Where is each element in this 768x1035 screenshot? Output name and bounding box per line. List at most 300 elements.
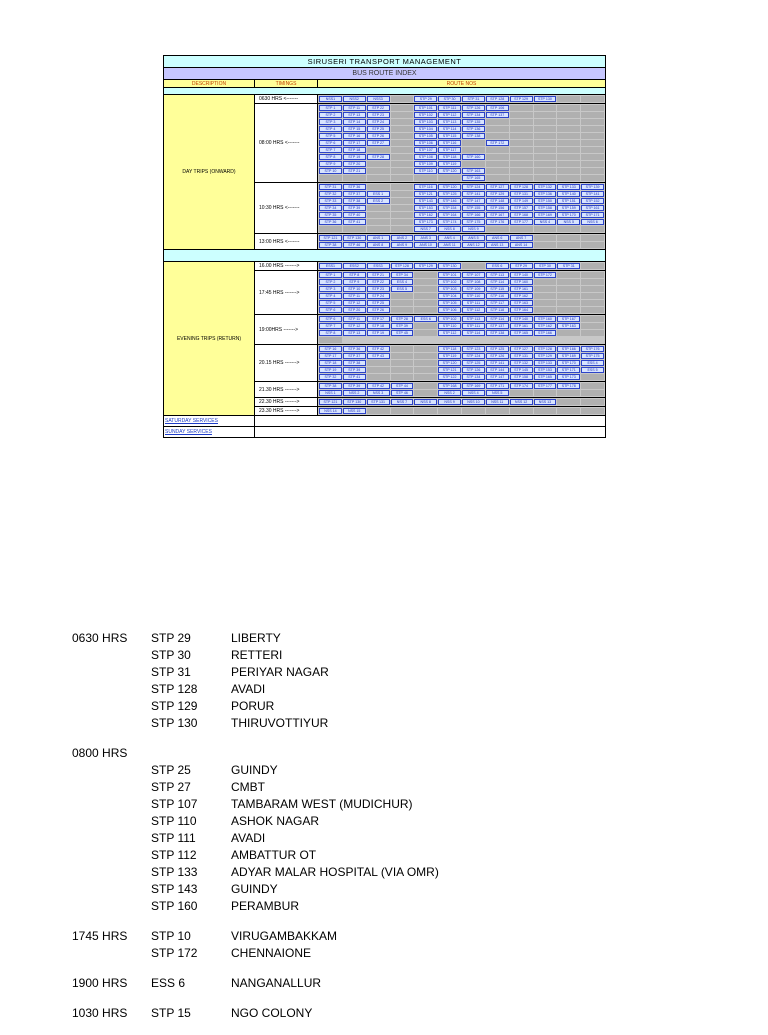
- route-link[interactable]: STP 175: [581, 353, 604, 359]
- route-link[interactable]: STP 41: [343, 219, 366, 225]
- route-link[interactable]: STP 165: [510, 330, 533, 336]
- route-link[interactable]: STP 104: [438, 293, 461, 299]
- route-link[interactable]: STP 178: [557, 383, 580, 389]
- route-link[interactable]: STP 161: [581, 205, 604, 211]
- route-link[interactable]: STP 2: [319, 112, 342, 118]
- route-link[interactable]: STP 156: [486, 205, 509, 211]
- route-link[interactable]: ESS 1: [367, 191, 390, 197]
- route-link[interactable]: STP 25: [367, 300, 390, 306]
- route-link[interactable]: STP 123: [462, 346, 485, 352]
- route-link[interactable]: NSS 12: [510, 399, 533, 405]
- route-link[interactable]: STP 108: [462, 279, 485, 285]
- route-link[interactable]: STP 107: [462, 272, 485, 278]
- route-link[interactable]: STP 143: [414, 198, 437, 204]
- route-link[interactable]: STP 31: [557, 263, 580, 269]
- route-link[interactable]: STP 114: [486, 316, 509, 322]
- route-link[interactable]: NSS 8: [414, 399, 437, 405]
- route-link[interactable]: ANS 13: [486, 242, 509, 248]
- route-link[interactable]: STP 20: [343, 307, 366, 313]
- route-link[interactable]: STP 20: [343, 161, 366, 167]
- route-link[interactable]: STP 110: [462, 293, 485, 299]
- route-link[interactable]: STP 153: [534, 367, 557, 373]
- route-link[interactable]: STP 138: [486, 330, 509, 336]
- route-link[interactable]: STP 116: [486, 293, 509, 299]
- route-link[interactable]: STP 132: [510, 360, 533, 366]
- route-link[interactable]: STP 147: [486, 374, 509, 380]
- route-link[interactable]: NSS 2: [343, 390, 366, 396]
- route-link[interactable]: NSS 13: [534, 399, 557, 405]
- route-link[interactable]: STP 149: [510, 198, 533, 204]
- route-link[interactable]: STP 4: [319, 293, 342, 299]
- route-link[interactable]: STP 8: [319, 330, 342, 336]
- route-link[interactable]: STP 160: [462, 154, 485, 160]
- route-link[interactable]: STP 118: [438, 346, 461, 352]
- route-link[interactable]: STP 154: [438, 205, 461, 211]
- route-link[interactable]: NSS2: [343, 96, 366, 102]
- route-link[interactable]: STP 113: [486, 272, 509, 278]
- route-link[interactable]: STP 10: [319, 168, 342, 174]
- route-link[interactable]: STP 141: [486, 360, 509, 366]
- route-link[interactable]: STP 125: [462, 360, 485, 366]
- route-link[interactable]: STP 2: [319, 279, 342, 285]
- route-link[interactable]: STP 124: [462, 353, 485, 359]
- route-link[interactable]: STP 171: [581, 212, 604, 218]
- route-link[interactable]: ANS 14: [510, 242, 533, 248]
- route-link[interactable]: STP 176: [486, 219, 509, 225]
- route-link[interactable]: STP 126: [462, 105, 485, 111]
- route-link[interactable]: NSS 4: [534, 219, 557, 225]
- route-link[interactable]: STP 37: [343, 353, 366, 359]
- route-link[interactable]: ANS 9: [391, 242, 414, 248]
- route-link[interactable]: STP 130: [343, 399, 366, 405]
- route-link[interactable]: ESS 5: [391, 286, 414, 292]
- route-link[interactable]: STP 9: [319, 161, 342, 167]
- route-link[interactable]: STP 36: [319, 219, 342, 225]
- route-link[interactable]: STP 34: [391, 272, 414, 278]
- route-link[interactable]: STP 159: [557, 205, 580, 211]
- route-link[interactable]: ANS 6: [486, 235, 509, 241]
- route-link[interactable]: STP 130: [438, 263, 461, 269]
- route-link[interactable]: STP 119: [438, 353, 461, 359]
- route-link[interactable]: STP 151: [557, 198, 580, 204]
- route-link[interactable]: STP 33: [319, 198, 342, 204]
- route-link[interactable]: STP 114: [462, 330, 485, 336]
- route-link[interactable]: STP 111: [462, 323, 485, 329]
- route-link[interactable]: STP 163: [510, 300, 533, 306]
- route-link[interactable]: STP 140: [510, 316, 533, 322]
- route-link[interactable]: STP 133: [534, 360, 557, 366]
- route-link[interactable]: STP 147: [462, 198, 485, 204]
- route-link[interactable]: STP 129: [510, 96, 533, 102]
- route-link[interactable]: STP 126: [486, 353, 509, 359]
- route-link[interactable]: STP 16: [319, 346, 342, 352]
- route-link[interactable]: STP 110: [438, 323, 461, 329]
- route-link[interactable]: STP 170: [557, 212, 580, 218]
- route-link[interactable]: STP 132: [534, 184, 557, 190]
- route-link[interactable]: STP 161: [510, 286, 533, 292]
- route-link[interactable]: STP 121: [319, 399, 342, 405]
- route-link[interactable]: STP 1: [319, 272, 342, 278]
- route-link[interactable]: STP 173: [557, 374, 580, 380]
- route-link[interactable]: STP 26: [367, 133, 390, 139]
- route-link[interactable]: STP 42: [367, 383, 390, 389]
- route-link[interactable]: STP 15: [343, 126, 366, 132]
- route-link[interactable]: STP 167: [486, 212, 509, 218]
- route-link[interactable]: STP 17: [319, 353, 342, 359]
- route-link[interactable]: STP 16: [343, 133, 366, 139]
- route-link[interactable]: STP 171: [557, 367, 580, 373]
- route-link[interactable]: STP 127: [486, 184, 509, 190]
- route-link[interactable]: STP 6: [319, 307, 342, 313]
- route-link[interactable]: STP 120: [438, 168, 461, 174]
- route-link[interactable]: STP 7: [319, 323, 342, 329]
- route-link[interactable]: STP 155: [462, 205, 485, 211]
- route-link[interactable]: STP 119: [438, 161, 461, 167]
- route-link[interactable]: STP 169: [534, 212, 557, 218]
- route-link[interactable]: STP 129: [534, 353, 557, 359]
- route-link[interactable]: STP 158: [510, 374, 533, 380]
- route-link[interactable]: STP 164: [510, 307, 533, 313]
- route-link[interactable]: STP 26: [367, 307, 390, 313]
- route-link[interactable]: STP 107: [414, 147, 437, 153]
- route-link[interactable]: STP 177: [534, 383, 557, 389]
- route-link[interactable]: STP 169: [462, 383, 485, 389]
- route-link[interactable]: STP 12: [343, 300, 366, 306]
- route-link[interactable]: NSS 10: [462, 399, 485, 405]
- route-link[interactable]: NSS1: [319, 96, 342, 102]
- route-link[interactable]: ESS1: [319, 263, 342, 269]
- route-link[interactable]: STP 36: [343, 184, 366, 190]
- route-link[interactable]: STP 13: [343, 112, 366, 118]
- route-link[interactable]: STP 45: [391, 330, 414, 336]
- route-link[interactable]: STP 172: [534, 272, 557, 278]
- route-link[interactable]: STP 129: [486, 191, 509, 197]
- route-link[interactable]: NSS 3: [367, 390, 390, 396]
- route-link[interactable]: ESS 6: [486, 263, 509, 269]
- route-link[interactable]: STP 131: [510, 353, 533, 359]
- route-link[interactable]: ESS2: [343, 263, 366, 269]
- route-link[interactable]: STP 140: [557, 191, 580, 197]
- route-link[interactable]: NSS 11: [486, 399, 509, 405]
- route-link[interactable]: STP 106: [438, 307, 461, 313]
- route-link[interactable]: STP 25: [367, 126, 390, 132]
- route-link[interactable]: STP 166: [534, 330, 557, 336]
- route-link[interactable]: STP 141: [462, 191, 485, 197]
- route-link[interactable]: STP 137: [486, 323, 509, 329]
- route-link[interactable]: STP 105: [438, 300, 461, 306]
- route-link[interactable]: STP 18: [343, 147, 366, 153]
- route-link[interactable]: STP 131: [510, 191, 533, 197]
- route-link[interactable]: STP 153: [414, 205, 437, 211]
- route-link[interactable]: STP 4: [319, 126, 342, 132]
- route-link[interactable]: ANS 11: [438, 242, 461, 248]
- route-link[interactable]: STP 141: [581, 191, 604, 197]
- route-link[interactable]: ANS 7: [510, 235, 533, 241]
- route-link[interactable]: STP 22: [367, 105, 390, 111]
- route-link[interactable]: STP 166: [462, 212, 485, 218]
- route-link[interactable]: STP 157: [510, 205, 533, 211]
- route-link[interactable]: ESS 4: [391, 279, 414, 285]
- route-link[interactable]: STP 111: [438, 105, 461, 111]
- route-link[interactable]: STP 137: [486, 112, 509, 118]
- route-link[interactable]: STP 32: [319, 191, 342, 197]
- route-link[interactable]: STP 11: [343, 293, 366, 299]
- route-link[interactable]: STP 144: [486, 367, 509, 373]
- route-link[interactable]: ESS 6: [414, 316, 437, 322]
- route-link[interactable]: STP 113: [462, 316, 485, 322]
- route-link[interactable]: STP 46: [391, 390, 414, 396]
- route-link[interactable]: STP 117: [486, 300, 509, 306]
- route-link[interactable]: STP 23: [367, 112, 390, 118]
- route-link[interactable]: STP 166: [557, 346, 580, 352]
- route-link[interactable]: NSS 4: [462, 390, 485, 396]
- route-link[interactable]: STP 18: [367, 323, 390, 329]
- route-link[interactable]: STP 173: [414, 219, 437, 225]
- route-link[interactable]: STP 165: [534, 374, 557, 380]
- route-link[interactable]: STP 37: [343, 191, 366, 197]
- saturday-services-link[interactable]: SATURDAY SERVICES: [164, 416, 255, 427]
- route-link[interactable]: ESS 4: [581, 360, 604, 366]
- route-link[interactable]: STP 43: [367, 353, 390, 359]
- route-link[interactable]: NSS3: [367, 96, 390, 102]
- route-link[interactable]: STP 122: [438, 374, 461, 380]
- route-link[interactable]: STP 29: [414, 96, 437, 102]
- route-link[interactable]: STP 162: [414, 212, 437, 218]
- route-link[interactable]: STP 125: [438, 191, 461, 197]
- route-link[interactable]: STP 136: [534, 191, 557, 197]
- route-link[interactable]: STP 168: [438, 383, 461, 389]
- route-link[interactable]: STP 102: [414, 112, 437, 118]
- route-link[interactable]: STP 112: [438, 112, 461, 118]
- route-link[interactable]: STP 38: [319, 242, 342, 248]
- route-link[interactable]: ANS 10: [414, 242, 437, 248]
- route-link[interactable]: STP 23: [367, 286, 390, 292]
- route-link[interactable]: STP 134: [462, 112, 485, 118]
- route-link[interactable]: NSS 1: [319, 390, 342, 396]
- route-link[interactable]: STP 39: [343, 367, 366, 373]
- route-link[interactable]: STP 5: [319, 133, 342, 139]
- route-link[interactable]: STP 6: [319, 140, 342, 146]
- route-link[interactable]: STP 129: [414, 263, 437, 269]
- sunday-services-link[interactable]: SUNDAY SERVICES: [164, 427, 255, 438]
- route-link[interactable]: STP 32: [319, 374, 342, 380]
- route-link[interactable]: STP 18: [319, 360, 342, 366]
- route-link[interactable]: STP 127: [510, 346, 533, 352]
- route-link[interactable]: STP 117: [438, 147, 461, 153]
- route-link[interactable]: STP 136: [462, 126, 485, 132]
- route-link[interactable]: STP 35: [319, 212, 342, 218]
- route-link[interactable]: STP 44: [391, 383, 414, 389]
- route-link[interactable]: STP 41: [343, 374, 366, 380]
- route-link[interactable]: STP 110: [414, 168, 437, 174]
- route-link[interactable]: STP 160: [534, 316, 557, 322]
- route-link[interactable]: STP 140: [510, 272, 533, 278]
- route-link[interactable]: STP 162: [510, 293, 533, 299]
- route-link[interactable]: STP 111: [462, 300, 485, 306]
- route-link[interactable]: STP 121: [414, 191, 437, 197]
- route-link[interactable]: STP 40: [343, 212, 366, 218]
- route-link[interactable]: STP 115: [438, 133, 461, 139]
- route-link[interactable]: STP 145: [510, 367, 533, 373]
- route-link[interactable]: STP 121: [319, 235, 342, 241]
- route-link[interactable]: STP 19: [319, 367, 342, 373]
- route-link[interactable]: STP 104: [414, 126, 437, 132]
- route-link[interactable]: STP 101: [438, 272, 461, 278]
- route-link[interactable]: STP 11: [343, 105, 366, 111]
- route-link[interactable]: STP 109: [462, 286, 485, 292]
- route-link[interactable]: STP 162: [534, 323, 557, 329]
- route-link[interactable]: STP 128: [534, 346, 557, 352]
- route-link[interactable]: STP 39: [343, 205, 366, 211]
- route-link[interactable]: STP 113: [438, 119, 461, 125]
- route-link[interactable]: NSS 7: [391, 399, 414, 405]
- route-link[interactable]: STP 152: [581, 198, 604, 204]
- route-link[interactable]: STP 39: [343, 383, 366, 389]
- route-link[interactable]: STP 139: [581, 184, 604, 190]
- route-link[interactable]: STP 172: [486, 140, 509, 146]
- route-link[interactable]: STP 130: [534, 96, 557, 102]
- route-link[interactable]: STP 3: [319, 119, 342, 125]
- route-link[interactable]: STP 118: [486, 307, 509, 313]
- route-link[interactable]: STP 120: [438, 184, 461, 190]
- route-link[interactable]: STP 175: [462, 219, 485, 225]
- route-link[interactable]: STP 128: [391, 263, 414, 269]
- route-link[interactable]: ESS 5: [581, 367, 604, 373]
- route-link[interactable]: STP 3: [319, 286, 342, 292]
- route-link[interactable]: STP 39: [391, 323, 414, 329]
- route-link[interactable]: STP 116: [438, 140, 461, 146]
- route-link[interactable]: STP 130: [343, 235, 366, 241]
- route-link[interactable]: STP 27: [367, 140, 390, 146]
- route-link[interactable]: STP 165: [462, 175, 485, 181]
- route-link[interactable]: STP 38: [343, 360, 366, 366]
- route-link[interactable]: STP 19: [343, 154, 366, 160]
- route-link[interactable]: STP 133: [557, 184, 580, 190]
- route-link[interactable]: STP 34: [319, 205, 342, 211]
- route-link[interactable]: STP 108: [414, 154, 437, 160]
- route-link[interactable]: STP 124: [462, 184, 485, 190]
- route-link[interactable]: STP 163: [557, 323, 580, 329]
- route-link[interactable]: STP 102: [438, 316, 461, 322]
- route-link[interactable]: STP 103: [414, 119, 437, 125]
- route-link[interactable]: STP 118: [438, 154, 461, 160]
- route-link[interactable]: STP 17: [367, 316, 390, 322]
- route-link[interactable]: STP 29: [510, 263, 533, 269]
- route-link[interactable]: STP 112: [462, 307, 485, 313]
- route-link[interactable]: STP 31: [462, 96, 485, 102]
- route-link[interactable]: NSS 9: [438, 399, 461, 405]
- route-link[interactable]: NSS 6: [581, 219, 604, 225]
- route-link[interactable]: STP 31: [319, 184, 342, 190]
- route-link[interactable]: STP 126: [462, 367, 485, 373]
- route-link[interactable]: STP 171: [486, 383, 509, 389]
- route-link[interactable]: STP 36: [343, 346, 366, 352]
- route-link[interactable]: STP 177: [510, 219, 533, 225]
- route-link[interactable]: STP 105: [414, 133, 437, 139]
- route-link[interactable]: STP 135: [462, 119, 485, 125]
- route-link[interactable]: STP 128: [510, 184, 533, 190]
- route-link[interactable]: NSS 8: [438, 226, 461, 232]
- route-link[interactable]: STP 103: [438, 286, 461, 292]
- route-link[interactable]: STP 8: [343, 272, 366, 278]
- route-link[interactable]: STP 46: [343, 242, 366, 248]
- route-link[interactable]: STP 125: [486, 346, 509, 352]
- route-link[interactable]: STP 128: [486, 96, 509, 102]
- route-link[interactable]: STP 38: [343, 198, 366, 204]
- route-link[interactable]: STP 134: [462, 374, 485, 380]
- route-link[interactable]: STP 5: [319, 300, 342, 306]
- route-link[interactable]: NSS 15: [343, 408, 366, 414]
- route-link[interactable]: STP 13: [343, 330, 366, 336]
- route-link[interactable]: STP 30: [534, 263, 557, 269]
- route-link[interactable]: STP 42: [367, 346, 390, 352]
- route-link[interactable]: STP 116: [414, 184, 437, 190]
- route-link[interactable]: STP 12: [343, 323, 366, 329]
- route-link[interactable]: STP 138: [462, 133, 485, 139]
- route-link[interactable]: STP 158: [534, 205, 557, 211]
- route-link[interactable]: ANS 4: [438, 235, 461, 241]
- route-link[interactable]: STP 174: [438, 219, 461, 225]
- route-link[interactable]: STP 101: [414, 105, 437, 111]
- route-link[interactable]: STP 121: [438, 367, 461, 373]
- route-link[interactable]: STP 148: [486, 198, 509, 204]
- route-link[interactable]: NSS 7: [414, 226, 437, 232]
- route-link[interactable]: STP 114: [486, 279, 509, 285]
- route-link[interactable]: ANS 1: [367, 235, 390, 241]
- route-link[interactable]: ANS 12: [462, 242, 485, 248]
- route-link[interactable]: STP 170: [557, 360, 580, 366]
- route-link[interactable]: STP 24: [367, 293, 390, 299]
- route-link[interactable]: STP 164: [438, 212, 461, 218]
- route-link[interactable]: STP 109: [414, 161, 437, 167]
- route-link[interactable]: ANS 3: [414, 235, 437, 241]
- route-link[interactable]: STP 30: [438, 96, 461, 102]
- route-link[interactable]: NSS 2: [438, 390, 461, 396]
- route-link[interactable]: STP 168: [510, 212, 533, 218]
- route-link[interactable]: STP 14: [343, 119, 366, 125]
- route-link[interactable]: NSS 5: [486, 390, 509, 396]
- route-link[interactable]: STP 115: [486, 286, 509, 292]
- route-link[interactable]: STP 161: [510, 323, 533, 329]
- route-link[interactable]: STP 24: [367, 119, 390, 125]
- route-link[interactable]: STP 28: [391, 316, 414, 322]
- route-link[interactable]: STP 11: [343, 316, 366, 322]
- route-link[interactable]: STP 112: [438, 330, 461, 336]
- route-link[interactable]: ANS 5: [462, 235, 485, 241]
- route-link[interactable]: ESS 2: [367, 198, 390, 204]
- route-link[interactable]: STP 131: [367, 399, 390, 405]
- route-link[interactable]: STP 8: [319, 154, 342, 160]
- route-link[interactable]: STP 169: [557, 353, 580, 359]
- route-link[interactable]: STP 150: [534, 198, 557, 204]
- route-link[interactable]: STP 38: [319, 383, 342, 389]
- route-link[interactable]: STP 120: [438, 360, 461, 366]
- route-link[interactable]: STP 17: [343, 140, 366, 146]
- route-link[interactable]: STP 114: [438, 126, 461, 132]
- route-link[interactable]: STP 146: [438, 198, 461, 204]
- route-link[interactable]: STP 167: [557, 316, 580, 322]
- route-link[interactable]: ANS 8: [367, 242, 390, 248]
- route-link[interactable]: STP 22: [367, 279, 390, 285]
- route-link[interactable]: STP 106: [486, 105, 509, 111]
- route-link[interactable]: STP 7: [319, 147, 342, 153]
- route-link[interactable]: ESS3: [367, 263, 390, 269]
- route-link[interactable]: STP 106: [414, 140, 437, 146]
- route-link[interactable]: STP 174: [510, 383, 533, 389]
- route-link[interactable]: STP 21: [343, 168, 366, 174]
- route-link[interactable]: STP 19: [367, 330, 390, 336]
- route-link[interactable]: STP 6: [319, 316, 342, 322]
